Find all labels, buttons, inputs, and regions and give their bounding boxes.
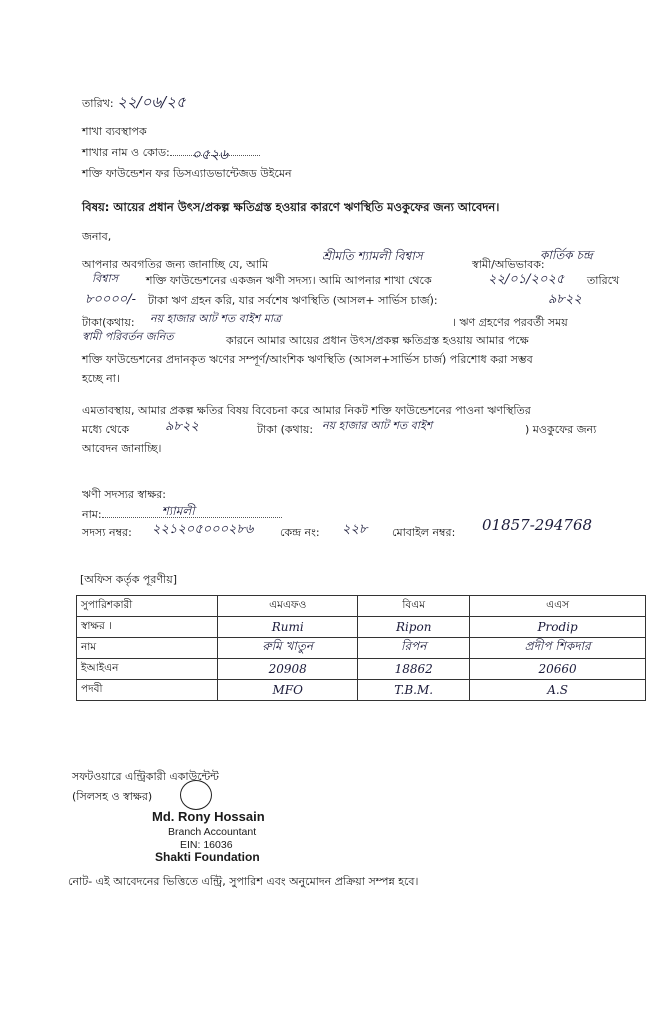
mobile-value: 01857-294768 (482, 516, 593, 534)
body-line-4a: টাকা(কথায়: (82, 316, 135, 329)
words-handwritten: নয় হাজার আট শত বাইশ মাত্র (150, 312, 282, 325)
para2-line-2b: টাকা (কথায়: (257, 423, 314, 436)
member-sig-label: ঋণী সদস্যর স্বাক্ষর: (82, 488, 166, 501)
seal-ein: EIN: 16036 (180, 839, 233, 851)
body-line-1a: আপনার অবগতির জন্য জানাচ্ছি যে, আমি (82, 258, 269, 271)
guardian-handwritten: কার্তিক চন্দ্র (540, 248, 593, 262)
member-no-value: ২২১২০৫০০০২৮৬ (152, 522, 254, 537)
loan-date-handwritten: ২২/০১/২০২৫ (488, 272, 565, 287)
body-line-1b: স্বামী/অভিভাবক: (472, 258, 545, 271)
header-bm: বিএম (358, 596, 470, 617)
member-name-label: নাম: (82, 508, 102, 521)
para2-line-2c: ) মওকুফের জন্য (525, 423, 597, 436)
member-name-handwritten: শ্রীমতি শ্যামলী বিশ্বাস (322, 249, 423, 263)
accountant-line-2: (সিলসহ ও স্বাক্ষর) (72, 790, 153, 803)
para2-line-1: এমতাবস্থায়, আমার প্রকল্প ক্ষতির বিষয় বিবেচনা করে আমার নিকট শক্তি ফাউন্ডেশনের পাওনা ঋণস্থিতির (82, 404, 531, 417)
seal-org: Shakti Foundation (155, 850, 260, 864)
accountant-signature-icon (180, 780, 212, 810)
date-line (82, 93, 186, 111)
balance-handwritten: ৯৮২২ (548, 292, 582, 307)
header-as: এএস (470, 596, 646, 617)
subject: বিষয়: আয়ের প্রধান উৎস/প্রকল্প ক্ষতিগ্রস্ত হওয়ার কারণে ঋণস্থিতি মওকুফের জন্য আবেদন। (82, 200, 500, 214)
mfo-ein: 20908 (218, 659, 358, 680)
branch-label: শাখার নাম ও কোড: (82, 146, 170, 159)
date-label: তারিখ: (82, 97, 114, 110)
para2-line-2a: মধ্যে থেকে (82, 423, 130, 436)
waiver-words-handwritten: নয় হাজার আট শত বাইশ (322, 419, 433, 432)
table-header-row (77, 596, 646, 617)
table-row (77, 659, 646, 680)
accountant-line-1: সফটওয়ারে এন্ট্রিকারী একাউন্টেন্ট (72, 770, 219, 783)
table-row (77, 680, 646, 701)
office-heading: [অফিস কর্তৃক পূরণীয়] (80, 573, 177, 586)
as-signature: Prodip (470, 617, 646, 638)
samity-handwritten: বিশ্বাস (92, 272, 119, 285)
row-label-signature: স্বাক্ষর । (77, 617, 218, 638)
salutation: জনাব, (82, 230, 112, 243)
bm-ein: 18862 (358, 659, 470, 680)
mfo-signature: Rumi (218, 617, 358, 638)
mfo-name: রুমি খাতুন (218, 638, 358, 659)
row-label-designation: পদবী (77, 680, 218, 701)
reason-handwritten: স্বামী পরিবর্তন জনিত (82, 330, 174, 343)
table-row (77, 638, 646, 659)
center-label: কেন্দ্র নং: (280, 526, 320, 539)
row-label-ein: ইআইএন (77, 659, 218, 680)
date-value: ২২/০৬/২৫ (117, 93, 186, 111)
member-no-line (82, 526, 132, 539)
header-mfo: এমএফও (218, 596, 358, 617)
body-line-2: শক্তি ফাউন্ডেশনের একজন ঋণী সদস্য। আমি আপনার শাখা থেকে (146, 274, 432, 287)
mfo-designation: MFO (218, 680, 358, 701)
mobile-label: মোবাইল নম্বর: (392, 526, 456, 539)
bm-name: রিপন (358, 638, 470, 659)
bm-signature: Ripon (358, 617, 470, 638)
bm-designation: T.B.M. (358, 680, 470, 701)
row-label-name: নাম (77, 638, 218, 659)
seal-title: Branch Accountant (168, 826, 257, 838)
body-line-4b: । ঋণ গ্রহণের পরবর্তী সময় (452, 316, 568, 329)
loan-amount-handwritten: ৮০০০০/- (85, 292, 137, 307)
body-line-6: শক্তি ফাউন্ডেশনের প্রদানকৃত ঋণের সম্পূর্ণ/আংশিক ঋণস্থিতি (আসল+সার্ভিস চার্জ) পরিশোধ করা সম্ভব (82, 353, 533, 366)
member-name-value: শ্যামলী (161, 504, 195, 518)
center-value: ২২৮ (342, 522, 368, 537)
org-line: শক্তি ফাউন্ডেশন ফর ডিসএ্যাডভান্টেজড উইমেন (82, 167, 292, 180)
as-name: প্রদীপ শিকদার (470, 638, 646, 659)
table-row (77, 617, 646, 638)
header-recommender: সুপারিশকারী (77, 596, 218, 617)
as-ein: 20660 (470, 659, 646, 680)
footer-note: নোট- এই আবেদনের ভিত্তিতে এন্ট্রি, সুপারিশ এবং অনুমোদন প্রক্রিয়া সম্পন্ন হবে। (68, 875, 419, 888)
body-line-7: হচ্ছে না। (82, 372, 120, 385)
para2-line-3: আবেদন জানাচ্ছি। (82, 442, 162, 455)
branch-code-value: ০৫২৬ (191, 147, 229, 163)
as-designation: A.S (470, 680, 646, 701)
seal-name: Md. Rony Hossain (152, 809, 265, 824)
signature-table (76, 595, 646, 701)
member-no-label: সদস্য নম্বর: (82, 526, 132, 539)
waiver-amount-handwritten: ৯৮২২ (165, 419, 199, 434)
body-line-5: কারনে আমার আয়ের প্রধান উৎস/প্রকল্প ক্ষতিগ্রস্ত হওয়ায় আমার পক্ষে (226, 334, 529, 347)
body-line-2b: তারিখে (587, 274, 620, 287)
recipient-title: শাখা ব্যবস্থাপক (82, 125, 147, 138)
branch-line (82, 146, 260, 163)
body-line-3: টাকা ঋণ গ্রহন করি, যার সর্বশেষ ঋণস্থিতি (আসল+ সার্ভিস চার্জ): (148, 294, 438, 307)
